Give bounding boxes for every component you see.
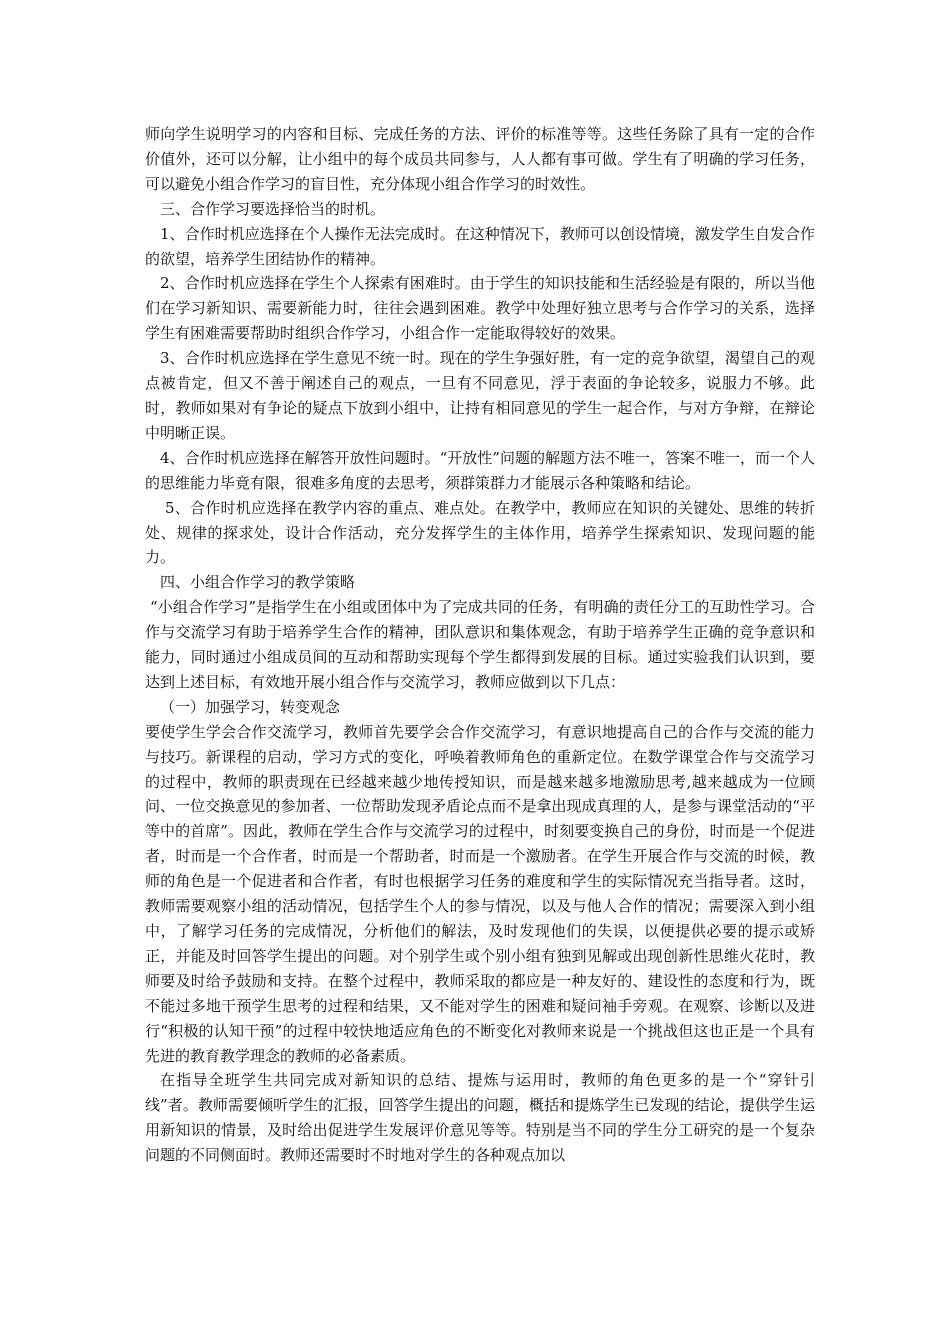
paragraph-guidance: 在指导全班学生共同完成对新知识的总结、提炼与运用时，教师的角色更多的是一个“穿针引线”者。教师需要倾听学生的汇报，回答学生提出的问题，概括和提炼学生已发现的结论，提供学生运用新知识的情景，及时给出促进学生发展评价意见等等。特别是当不同的学生分工研究的是一个复杂问题的不同侧面时。教师还需要时不时地对学生的各种观点加以: [145, 1071, 815, 1165]
subsection-heading-1: （一）加强学习，转变观念: [160, 697, 341, 716]
section-heading-4: 四、小组合作学习的教学策略: [160, 573, 356, 592]
paragraph-timing-5: 5、合作时机应选择在教学内容的重点、难点处。在教学中，教师应在知识的关键处、思维的转折处、规律的探求处，设计合作活动，充分发挥学生的主体作用，培养学生探索知识、发现问题的能力。: [145, 498, 815, 567]
paragraph-timing-4: 4、合作时机应选择在解答开放性问题时。“开放性”问题的解题方法不唯一，答案不唯一，而一个人的思维能力毕竟有限，很难多角度的去思考，须群策群力才能展示各种策略和结论。: [145, 448, 815, 492]
paragraph-continuation: 师向学生说明学习的内容和目标、完成任务的方法、评价的标准等等。这些任务除了具有一定的合作价值外，还可以分解，让小组中的每个成员共同参与，人人都有事可做。学生有了明确的学习任务，可以避免小组合作学习的盲目性，充分体现小组合作学习的时效性。: [145, 125, 815, 193]
paragraph-timing-1: 1、合作时机应选择在个人操作无法完成时。在这种情况下，教师可以创设情境，激发学生自发合作的欲望，培养学生团结协作的精神。: [145, 224, 815, 268]
document-body: [145, 122, 815, 1168]
paragraph-timing-2: 2、合作时机应选择在学生个人探索有困难时。由于学生的知识技能和生活经验是有限的，所以当他们在学习新知识、需要新能力时，往往会遇到困难。教学中处理好独立思考与合作学习的关系，选择学生有困难需要帮助时组织合作学习，小组合作一定能取得较好的效果。: [145, 274, 815, 343]
paragraph-timing-3: 3、合作时机应选择在学生意见不统一时。现在的学生争强好胜，有一定的竞争欲望，渴望自己的观点被肯定，但又不善于阐述自己的观点，一旦有不同意见，浮于表面的争论较多，说服力不够。此时，教师如果对有争论的疑点下放到小组中，让持有相同意见的学生一起合作，与对方争辩，在辩论中明晰正误。: [145, 349, 815, 442]
paragraph-definition: “小组合作学习”是指学生在小组或团体中为了完成共同的任务，有明确的责任分工的互助性学习。合作与交流学习有助于培养学生合作的精神，团队意识和集体观念，有助于培养学生正确的竞争意识和能力，同时通过小组成员间的互动和帮助实现每个学生都得到发展的目标。通过实验我们认识到，要达到上述目标，有效地开展小组合作与交流学习，教师应做到以下几点：: [145, 598, 815, 691]
paragraph-teacher-role: 要使学生学会合作交流学习，教师首先要学会合作交流学习，有意识地提高自己的合作与交流的能力与技巧。新课程的启动，学习方式的变化，呼唤着教师角色的重新定位。在数学课堂合作与交流学习的过程中，教师的职责现在已经越来越少地传授知识，而是越来越多地激励思考,越来越成为一位顾问、一位交换意见的参加者、一位帮助发现矛盾论点而不是拿出现成真理的人，是参与课堂活动的“平等中的首席”。因此，教师在学生合作与交流学习的过程中，时刻要变换自己的身份，时而是一个促进者，时而是一个合作者，时而是一个帮助者，时而是一个激励者。在学生开展合作与交流的时候，教师的角色是一个促进者和合作者，有时也根据学习任务的难度和学生的实际情况充当指导者。这时，教师需要观察小组的活动情况，包括学生个人的参与情况，以及与他人合作的情况；需要深入到小组中，了解学习任务的完成情况，分析他们的解法，及时发现他们的失误，以便提供必要的提示或矫正，并能及时回答学生提出的问题。对个别学生或个别小组有独到见解或出现创新性思维火花时，教师要及时给予鼓励和支持。在整个过程中，教师采取的都应是一种友好的、建设性的态度和行为，既不能过多地干预学生思考的过程和结果，又不能对学生的困难和疑问袖手旁观。在观察、诊断以及进行“积极的认知干预”的过程中较快地适应角色的不断变化对教师来说是一个挑战但这也正是一个具有先进的教育教学理念的教师的必备素质。: [145, 722, 815, 1065]
section-heading-3: 三、合作学习要选择恰当的时机。: [160, 199, 386, 218]
